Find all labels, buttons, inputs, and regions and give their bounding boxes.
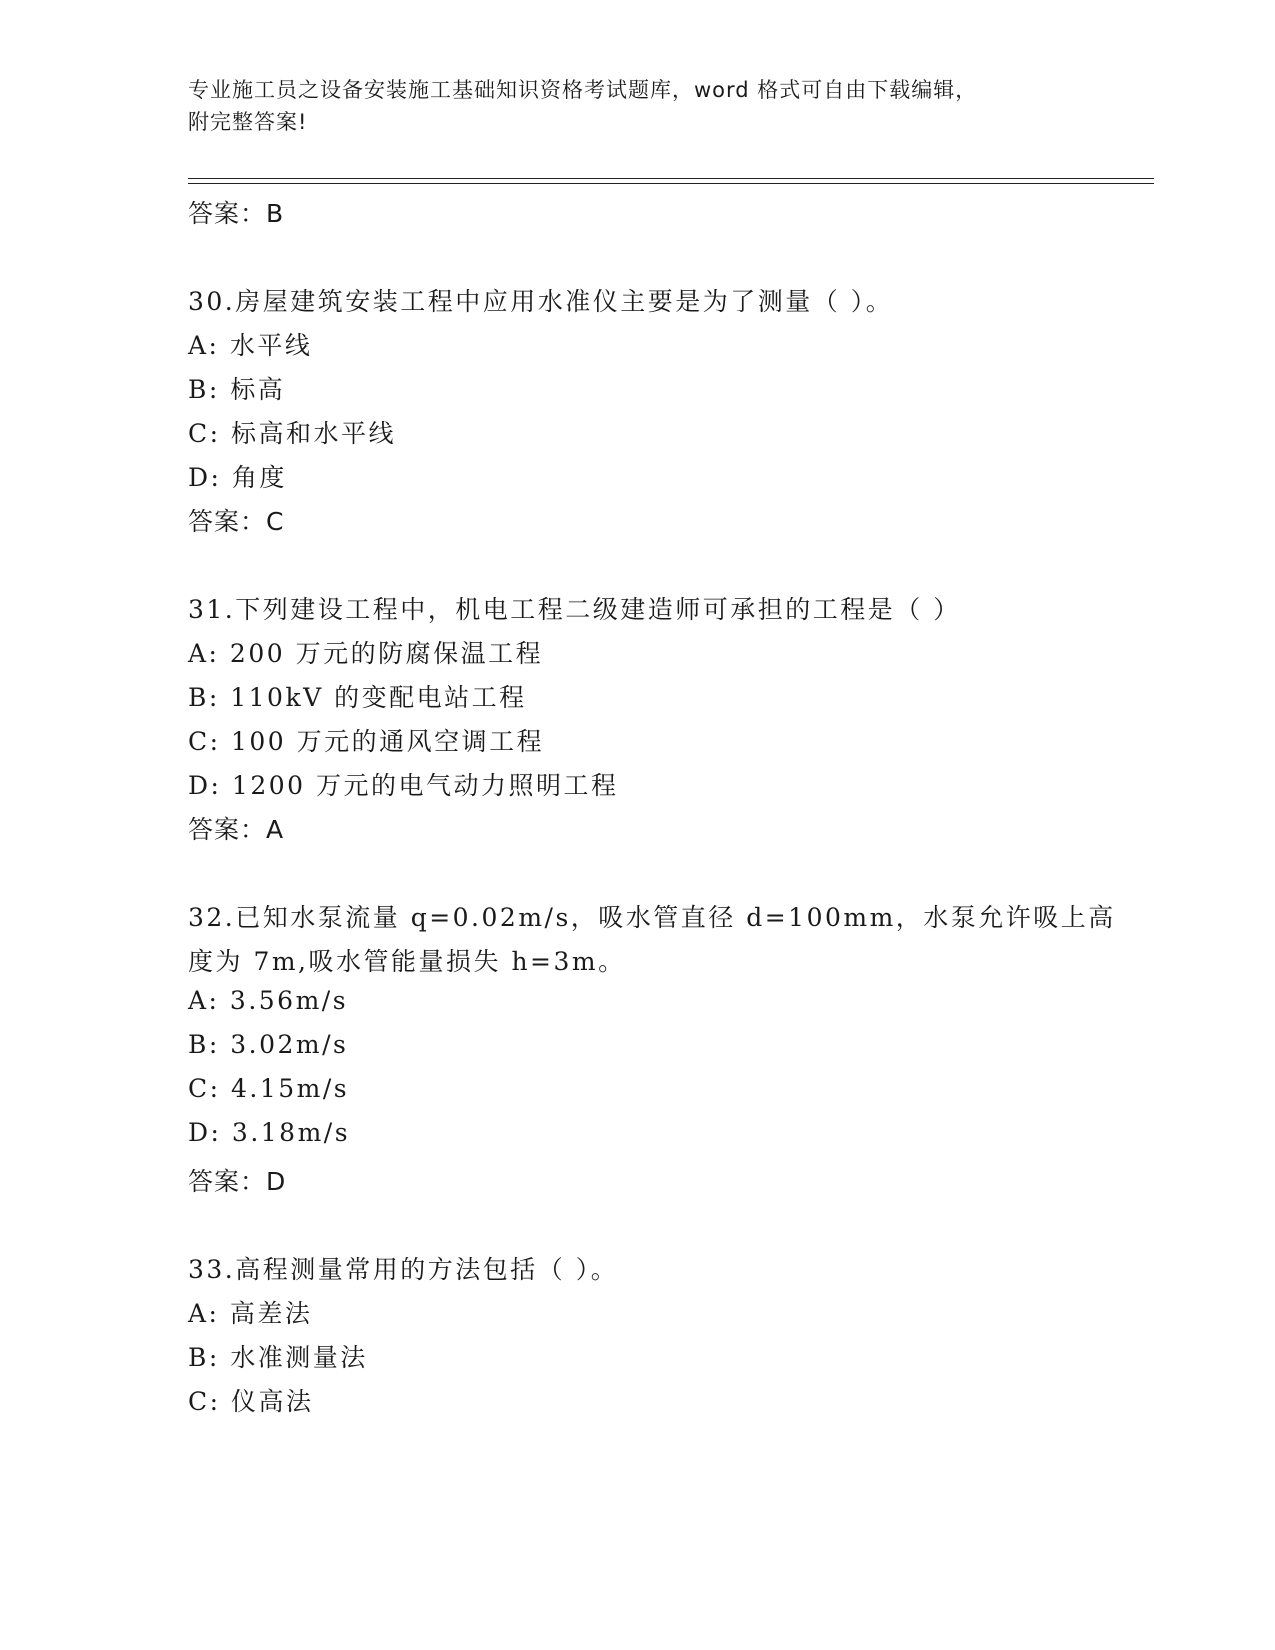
document-header (188, 74, 1068, 138)
option-33-b: B: 水准测量法 (188, 1343, 368, 1372)
question-32-line-2: 度为 7m,吸水管能量损失 h=3m。 (188, 947, 626, 976)
option-32-a: A: 3.56m/s (188, 986, 349, 1015)
header-line-2: 附完整答案! (188, 110, 308, 134)
question-30: 30.房屋建筑安装工程中应用水准仪主要是为了测量（ ）。 (188, 287, 894, 316)
option-31-b: B: 110kV 的变配电站工程 (188, 683, 527, 712)
option-30-a: A: 水平线 (188, 331, 313, 360)
option-32-d: D: 3.18m/s (188, 1118, 351, 1147)
answer-32: 答案：D (188, 1167, 287, 1196)
header-divider-bottom (188, 183, 1154, 184)
header-line-1: 专业施工员之设备安装施工基础知识资格考试题库，word 格式可自由下载编辑， (188, 78, 978, 102)
option-32-c: C: 4.15m/s (188, 1074, 350, 1103)
option-30-c: C: 标高和水平线 (188, 419, 396, 448)
question-32-line-1: 32.已知水泵流量 q=0.02m/s，吸水管直径 d=100mm，水泵允许吸上高 (188, 903, 1116, 932)
option-31-c: C: 100 万元的通风空调工程 (188, 727, 545, 756)
answer-29: 答案：B (188, 199, 285, 228)
question-33: 33.高程测量常用的方法包括（ ）。 (188, 1255, 619, 1284)
answer-30: 答案：C (188, 507, 285, 536)
option-30-d: D: 角度 (188, 463, 287, 492)
option-33-a: A: 高差法 (188, 1299, 313, 1328)
option-33-c: C: 仪高法 (188, 1387, 314, 1416)
option-30-b: B: 标高 (188, 375, 286, 404)
option-32-b: B: 3.02m/s (188, 1030, 349, 1059)
option-31-d: D: 1200 万元的电气动力照明工程 (188, 771, 619, 800)
answer-31: 答案：A (188, 815, 285, 844)
question-31: 31.下列建设工程中，机电工程二级建造师可承担的工程是（ ） (188, 595, 961, 624)
header-divider-top (188, 178, 1154, 179)
option-31-a: A: 200 万元的防腐保温工程 (188, 639, 544, 668)
